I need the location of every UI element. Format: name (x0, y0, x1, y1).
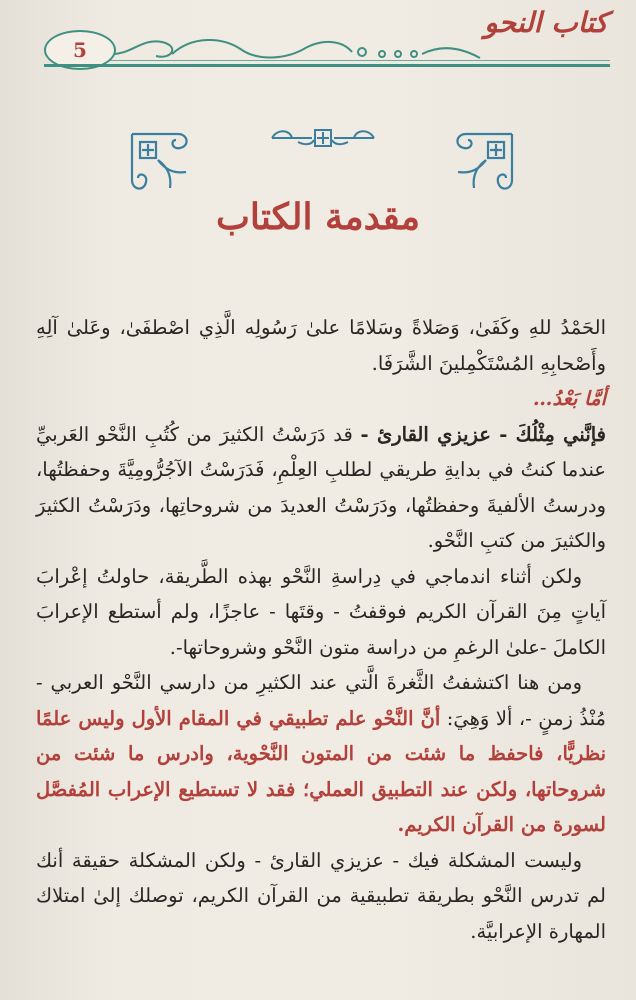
page-number: 5 (73, 38, 87, 62)
corner-ornament-left-icon (126, 128, 198, 200)
paragraph-intro-rest: قد دَرَسْتُ الكثيرَ من كُتُبِ النَّحْو العَربيِّ عندما كنتُ في بدايةِ طريقي لطلبِ العِلْمِ، فَدَرَسْتُ الآجُرُّومِيَّةَ وحفظتُها، ودرستُ الألفيةَ وحفظتُها، ودَرَسْتُ العديدَ من شروحاتِها، ودَرَسْتُ الكثيرَ والكثيرَ من كتبِ النَّحْو. (36, 422, 606, 552)
book-title: كتاب النحو (484, 6, 608, 39)
paragraph-intro (36, 417, 606, 559)
paragraph-study: ولكن أثناء اندماجي في دِراسةِ النَّحْو بهذه الطَّريقة، حاولتُ إعْرابَ آياتٍ مِنَ القرآن الكريم فوقفتُ - وقتَها - عاجزًا، ولم أستطع الإعرابَ الكاملَ -علىٰ الرغمِ من دراسة متون النَّحْو وشروحاتها-. (36, 564, 606, 659)
paragraph-intro-lead: فإنَّني مِثْلُكَ - عزيزي القارئ - (360, 422, 607, 446)
header-ornament-icon (112, 28, 482, 64)
top-center-ornament-icon (268, 124, 378, 150)
paragraph-gap (36, 665, 606, 843)
body-text (36, 310, 606, 949)
paragraph-gap-normal: ومن هنا اكتشفتُ الثَّغرةَ الَّتي عند الكثيرِ من دارسي النَّحْو العربي - مُنْذُ زمنٍ -، ألا وَهِيَ: (36, 671, 606, 730)
page-header (0, 0, 636, 72)
paragraph-gap-highlight: أنَّ النَّحْو علم تطبيقي في المقام الأول وليس علمًا نظريًّا، فاحفظ ما شئت من المتون النَّحْوية، وادرس ما شئت من شروحاتها، ولكن عند التطبيق العملي؛ فقد لا تستطيع الإعراب المُفصَّل لسورة من القرآن الكريم. (36, 706, 606, 836)
paragraph-problem: وليست المشكلة فيك - عزيزي القارئ - ولكن المشكلة حقيقة أنك لم تدرس النَّحْو بطريقة تطبيقية من القرآن الكريم، توصلك إلىٰ امتلاك المهارة الإعرابيَّة. (36, 848, 606, 943)
header-rule (44, 64, 610, 67)
paragraph-opening: الحَمْدُ للهِ وكَفَىٰ، وَصَلاةً وسَلامًا علىٰ رَسُولِه الَّذِي اصْطفَىٰ، وعَلىٰ آلِهِ وأَصْحابِهِ المُسْتَكْمِلينَ الشَّرَفَا. (36, 316, 606, 375)
header-thin-rule (110, 60, 610, 61)
corner-ornament-right-icon (446, 128, 518, 200)
section-title: مقدمة الكتاب (215, 196, 421, 238)
paragraph-amma-bad: أمَّا بَعْدُ… (532, 387, 606, 410)
